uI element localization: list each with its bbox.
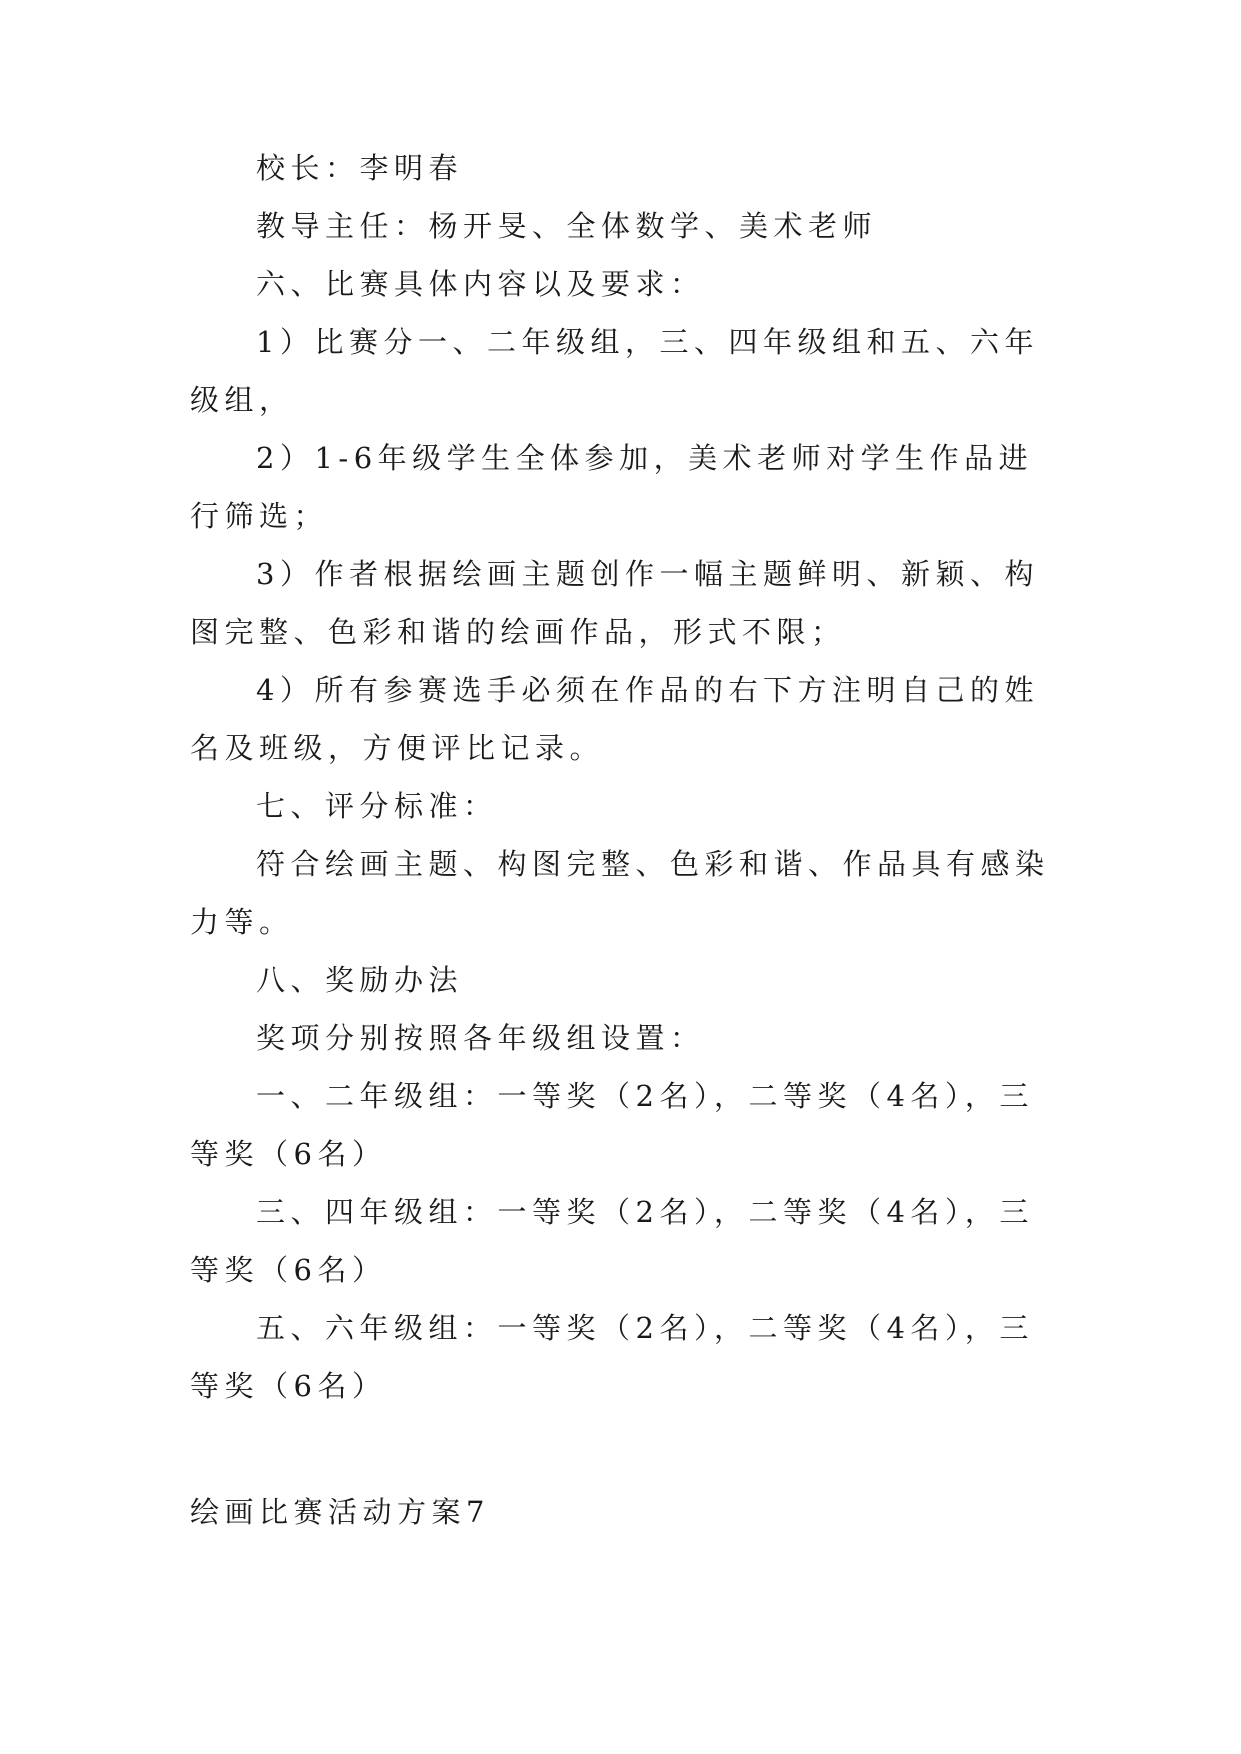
dean-line: 教导主任：杨开旻、全体数学、美术老师	[256, 209, 878, 243]
awards-grade-3-4: 三、四年级组：一等奖（2名），二等奖（4名），三等奖（6名）	[190, 1195, 1034, 1287]
awards-grade-5-6: 五、六年级组：一等奖（2名），二等奖（4名），三等奖（6名）	[190, 1311, 1034, 1403]
principal-line: 校长：李明春	[256, 151, 464, 185]
requirement-3: 3）作者根据绘画主题创作一幅主题鲜明、新颖、构图完整、色彩和谐的绘画作品，形式不限；	[190, 557, 1039, 649]
requirement-1: 1）比赛分一、二年级组，三、四年级组和五、六年级组，	[190, 325, 1039, 417]
section-title: 绘画比赛活动方案7	[190, 1495, 490, 1529]
section-eight-heading: 八、奖励办法	[256, 963, 464, 997]
requirement-4: 4）所有参赛选手必须在作品的右下方注明自己的姓名及班级，方便评比记录。	[190, 673, 1039, 765]
scoring-criteria: 符合绘画主题、构图完整、色彩和谐、作品具有感染力等。	[190, 847, 1050, 939]
requirement-2: 2）1-6年级学生全体参加，美术老师对学生作品进行筛选；	[190, 441, 1034, 533]
section-six-heading: 六、比赛具体内容以及要求：	[256, 267, 705, 301]
awards-intro: 奖项分别按照各年级组设置：	[256, 1021, 705, 1055]
section-seven-heading: 七、评分标准：	[256, 789, 498, 823]
awards-grade-1-2: 一、二年级组：一等奖（2名），二等奖（4名），三等奖（6名）	[190, 1079, 1034, 1171]
